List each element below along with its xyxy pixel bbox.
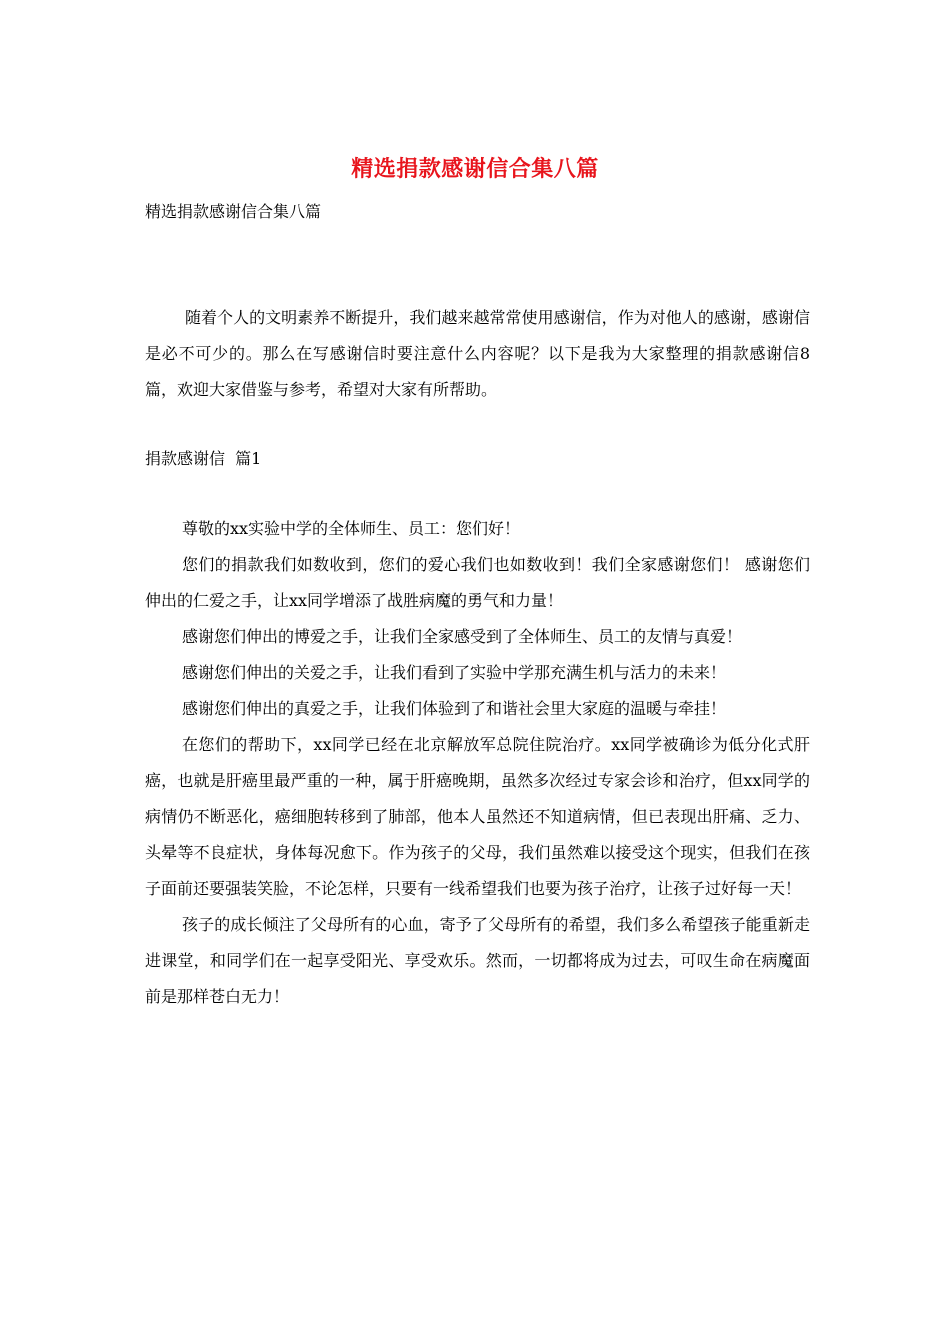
body-paragraph: 孩子的成长倾注了父母所有的心血，寄予了父母所有的希望，我们多么希望孩子能重新走进课堂，和同学们在一起享受阳光、享受欢乐。然而，一切都将成为过去，可叹生命在病魔面前是那样苍白无力！ <box>145 915 810 1006</box>
body-paragraph: 感谢您们伸出的关爱之手，让我们看到了实验中学那充满生机与活力的未来！ <box>182 663 727 682</box>
body-paragraph: 感谢您们伸出的博爱之手，让我们全家感受到了全体师生、员工的友情与真爱！ <box>182 627 743 646</box>
letter-body <box>145 511 810 1015</box>
body-paragraph: 在您们的帮助下，xx同学已经在北京解放军总院住院治疗。xx同学被确诊为低分化式肝癌，也就是肝癌里最严重的一种，属于肝癌晚期，虽然多次经过专家会诊和治疗，但xx同学的病情仍不断恶化，癌细胞转移到了肺部，他本人虽然还不知道病情，但已表现出肝痛、乏力、头晕等不良症状，身体每况愈下。作为孩子的父母，我们虽然难以接受这个现实，但我们在孩子面前还要强装笑脸，不论怎样，只要有一线希望我们也要为孩子治疗，让孩子过好每一天！ <box>145 735 810 898</box>
document-subtitle: 精选捐款感谢信合集八篇 <box>145 202 322 221</box>
section-heading: 捐款感谢信 篇1 <box>145 449 262 468</box>
intro-paragraph: 随着个人的文明素养不断提升，我们越来越常常使用感谢信，作为对他人的感谢，感谢信是必不可少的。那么在写感谢信时要注意什么内容呢？以下是我为大家整理的捐款感谢信8篇，欢迎大家借鉴与参考，希望对大家有所帮助。 <box>145 308 810 399</box>
body-paragraph: 尊敬的xx实验中学的全体师生、员工：您们好！ <box>182 519 521 538</box>
document-title: 精选捐款感谢信合集八篇 <box>351 156 599 182</box>
body-paragraph: 感谢您们伸出的真爱之手，让我们体验到了和谐社会里大家庭的温暖与牵挂！ <box>182 699 727 718</box>
body-paragraph: 您们的捐款我们如数收到，您们的爱心我们也如数收到！我们全家感谢您们！ 感谢您们伸出的仁爱之手，让xx同学增添了战胜病魔的勇气和力量！ <box>145 555 810 610</box>
